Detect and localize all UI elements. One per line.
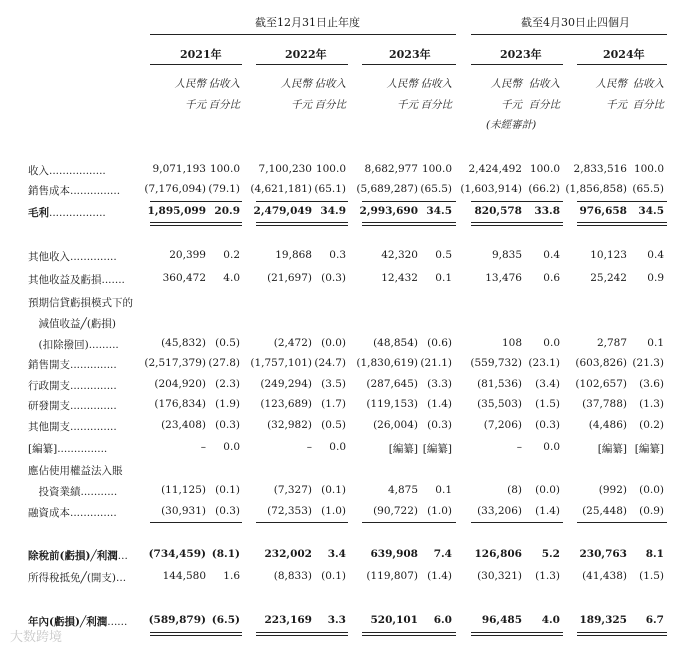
table-cell: (0.9) <box>639 505 664 517</box>
total-double-rule <box>577 632 667 633</box>
table-cell: 25,242 <box>590 272 627 284</box>
subheader-unaudited: (未經審計) <box>486 119 537 131</box>
table-cell: (2.3) <box>215 378 240 390</box>
total-double-rule <box>362 222 456 223</box>
year-rule-2021 <box>150 64 242 65</box>
table-cell: (1.4) <box>427 570 452 582</box>
table-cell: (30,321) <box>477 570 522 582</box>
row-label <box>28 357 117 372</box>
table-cell: (603,826) <box>575 357 627 369</box>
table-cell: 8.1 <box>645 548 664 560</box>
total-double-rule <box>577 225 667 226</box>
subtotal-rule <box>577 201 667 202</box>
table-cell: 230,763 <box>579 548 627 560</box>
table-cell: 1,895,099 <box>147 205 206 217</box>
table-cell: [編纂] <box>634 443 664 455</box>
table-cell: 0.4 <box>647 249 664 261</box>
table-cell: (3.5) <box>321 378 346 390</box>
table-cell: 0.1 <box>435 484 452 496</box>
subheader-percentage: 百分比 <box>208 99 240 111</box>
year-header-2024-4m: 2024年 <box>603 48 645 61</box>
table-cell: (1.5) <box>535 398 560 410</box>
row-leader-dots: ............... <box>57 443 108 455</box>
table-cell: 976,658 <box>579 205 627 217</box>
total-double-rule <box>471 225 563 226</box>
row-leader-dots: ....... <box>101 274 125 286</box>
table-cell: (0.3) <box>215 419 240 431</box>
total-double-rule <box>362 635 456 636</box>
table-cell: (589,879) <box>148 614 206 626</box>
subtotal-rule <box>362 522 456 523</box>
table-cell: 3.4 <box>327 548 346 560</box>
table-cell: [編纂] <box>597 443 627 455</box>
subheader-thousand: 千元 <box>397 99 418 111</box>
year-rule-2022 <box>256 64 348 65</box>
table-cell: (66.2) <box>528 183 560 195</box>
row-label-text: 所得稅抵免╱(開支) <box>28 572 117 584</box>
total-double-rule <box>362 632 456 633</box>
table-cell: (734,459) <box>148 548 206 560</box>
year-header-2023-4m: 2023年 <box>500 48 542 61</box>
row-label-text: 研發開支 <box>28 400 70 412</box>
row-label-text: 年內(虧損)╱利潤 <box>28 616 108 628</box>
table-cell: 189,325 <box>579 614 627 626</box>
table-cell: 20,399 <box>169 249 206 261</box>
total-double-rule <box>256 222 348 223</box>
table-cell: (2,472) <box>273 337 312 349</box>
row-leader-dots: ...... <box>107 616 128 628</box>
total-double-rule <box>471 222 563 223</box>
table-cell: (0.0) <box>321 337 346 349</box>
table-cell: 5.2 <box>541 548 560 560</box>
table-cell: (27.8) <box>208 357 240 369</box>
table-cell: 34.9 <box>320 205 346 217</box>
table-cell: (176,834) <box>154 398 206 410</box>
subtotal-rule <box>471 201 563 202</box>
table-cell: (65.1) <box>314 183 346 195</box>
table-cell: (102,657) <box>575 378 627 390</box>
row-label <box>28 249 117 264</box>
subheader-thousand: 千元 <box>501 99 522 111</box>
table-cell: 6.0 <box>433 614 452 626</box>
row-label <box>28 337 119 352</box>
row-leader-dots: .............. <box>70 400 117 412</box>
table-cell: (30,931) <box>161 505 206 517</box>
total-double-rule <box>256 632 348 633</box>
subheader-revenue-share: 佔收入 <box>208 78 240 90</box>
table-cell: (0.3) <box>535 419 560 431</box>
table-cell: 0.0 <box>223 441 240 453</box>
table-cell: (79.1) <box>208 183 240 195</box>
table-cell: 100.0 <box>633 163 664 175</box>
table-cell: 4.0 <box>541 614 560 626</box>
table-cell: 0.0 <box>329 441 346 453</box>
table-cell: 12,432 <box>381 272 418 284</box>
row-leader-dots: .............. <box>70 359 117 371</box>
table-cell: (7,327) <box>273 484 312 496</box>
table-cell: (7,176,094) <box>144 183 206 195</box>
table-cell: 100.0 <box>209 163 240 175</box>
row-leader-dots: ......... <box>88 339 119 351</box>
table-cell: 360,472 <box>162 272 206 284</box>
subheader-revenue-share: 佔收入 <box>528 78 560 90</box>
subtotal-rule <box>471 522 563 523</box>
table-cell: (1.7) <box>321 398 346 410</box>
table-cell: (1,856,858) <box>565 183 627 195</box>
table-cell: (1.3) <box>639 398 664 410</box>
table-cell: (1.0) <box>321 505 346 517</box>
table-cell: (72,353) <box>267 505 312 517</box>
year-rule-2024-4m <box>577 64 667 65</box>
table-cell: 100.0 <box>315 163 346 175</box>
table-cell: (21.3) <box>632 357 664 369</box>
table-cell: 96,485 <box>481 614 522 626</box>
table-cell: (0.5) <box>321 419 346 431</box>
table-cell: (33,206) <box>477 505 522 517</box>
table-cell: 0.3 <box>329 249 346 261</box>
table-cell: (119,153) <box>366 398 418 410</box>
total-double-rule <box>150 632 242 633</box>
table-cell: 0.6 <box>543 272 560 284</box>
table-cell: – <box>516 441 522 453</box>
table-cell: 2,833,516 <box>573 163 627 175</box>
table-cell: 4,875 <box>387 484 418 496</box>
table-cell: [編纂] <box>388 443 418 455</box>
table-cell: (0.0) <box>639 484 664 496</box>
total-double-rule <box>150 635 242 636</box>
table-cell: (8,833) <box>273 570 312 582</box>
row-label <box>28 205 106 220</box>
row-leader-dots: ................. <box>49 207 106 219</box>
table-cell: (1.4) <box>427 398 452 410</box>
row-label <box>28 295 133 310</box>
subheader-rmb: 人民幣 <box>490 78 522 90</box>
table-cell: 0.1 <box>647 337 664 349</box>
total-double-rule <box>256 635 348 636</box>
table-cell: (24.7) <box>314 357 346 369</box>
row-label <box>28 548 128 563</box>
row-leader-dots: .............. <box>70 507 117 519</box>
row-label-text: 融資成本 <box>28 507 70 519</box>
subheader-rmb: 人民幣 <box>595 78 627 90</box>
row-leader-dots: .............. <box>70 380 117 392</box>
table-cell: (0.3) <box>427 419 452 431</box>
row-label-text: 行政開支 <box>28 380 70 392</box>
row-label-text: 銷售成本 <box>28 185 70 197</box>
table-cell: 34.5 <box>426 205 452 217</box>
table-cell: 19,868 <box>275 249 312 261</box>
table-cell: (23.1) <box>528 357 560 369</box>
row-leader-dots: .............. <box>70 421 117 433</box>
subheader-percentage: 百分比 <box>632 99 664 111</box>
table-cell: (35,503) <box>477 398 522 410</box>
table-cell: (0.5) <box>215 337 240 349</box>
table-cell: [編纂] <box>422 443 452 455</box>
year-rule-2023-4m <box>471 64 563 65</box>
table-cell: (0.1) <box>321 484 346 496</box>
table-cell: (0.1) <box>215 484 240 496</box>
table-cell: 0.0 <box>543 337 560 349</box>
table-cell: (3.3) <box>427 378 452 390</box>
table-cell: 9,835 <box>491 249 522 261</box>
row-label <box>28 183 120 198</box>
year-header-2022: 2022年 <box>285 48 327 61</box>
table-cell: 144,580 <box>162 570 206 582</box>
table-cell: 100.0 <box>421 163 452 175</box>
total-double-rule <box>577 635 667 636</box>
table-cell: 7,100,230 <box>258 163 312 175</box>
subheader-revenue-share: 佔收入 <box>314 78 346 90</box>
row-leader-dots: ... <box>116 572 127 584</box>
table-cell: 7.4 <box>433 548 452 560</box>
table-cell: 20.9 <box>214 205 240 217</box>
table-cell: (0.6) <box>427 337 452 349</box>
table-cell: (3.4) <box>535 378 560 390</box>
table-cell: 3.3 <box>327 614 346 626</box>
row-label-text: 投資業績 <box>28 486 81 498</box>
subheader-thousand: 千元 <box>291 99 312 111</box>
table-cell: (1.9) <box>215 398 240 410</box>
table-cell: (559,732) <box>470 357 522 369</box>
subheader-rmb: 人民幣 <box>280 78 312 90</box>
table-cell: (992) <box>598 484 627 496</box>
table-cell: 1.6 <box>223 570 240 582</box>
subheader-rmb: 人民幣 <box>174 78 206 90</box>
row-label <box>28 570 126 585</box>
row-label-text: [編纂] <box>28 443 58 455</box>
subheader-percentage: 百分比 <box>528 99 560 111</box>
table-cell: 223,169 <box>264 614 312 626</box>
subtotal-rule <box>362 201 456 202</box>
table-cell: 2,787 <box>596 337 627 349</box>
table-cell: 0.9 <box>647 272 664 284</box>
table-cell: 100.0 <box>529 163 560 175</box>
table-cell: 8,682,977 <box>364 163 418 175</box>
table-cell: (1,830,619) <box>356 357 418 369</box>
subtotal-rule <box>150 201 242 202</box>
table-cell: 2,424,492 <box>468 163 522 175</box>
table-cell: (1,757,101) <box>250 357 312 369</box>
row-label <box>28 484 117 499</box>
row-label-text: 收入 <box>28 165 49 177</box>
total-double-rule <box>362 225 456 226</box>
table-cell: (4,621,181) <box>250 183 312 195</box>
table-cell: 0.2 <box>223 249 240 261</box>
header-rule-annual <box>150 34 456 35</box>
table-cell: (8.1) <box>211 548 240 560</box>
table-cell: 0.0 <box>543 441 560 453</box>
table-cell: (41,438) <box>582 570 627 582</box>
table-cell: (21,697) <box>267 272 312 284</box>
subheader-revenue-share: 佔收入 <box>632 78 664 90</box>
row-label <box>28 163 106 178</box>
table-cell: 42,320 <box>381 249 418 261</box>
table-cell: 0.4 <box>543 249 560 261</box>
table-cell: (6.5) <box>211 614 240 626</box>
table-cell: (23,408) <box>161 419 206 431</box>
watermark-text: 大数跨境 <box>10 630 63 645</box>
row-leader-dots: ........... <box>80 486 118 498</box>
table-cell: (26,004) <box>373 419 418 431</box>
year-header-2021: 2021年 <box>180 48 222 61</box>
table-cell: (1.0) <box>427 505 452 517</box>
table-cell: 820,578 <box>474 205 522 217</box>
table-cell: (204,920) <box>154 378 206 390</box>
header-rule-four-months <box>471 34 667 35</box>
row-label-text: 銷售開支 <box>28 359 70 371</box>
row-label-text: 減值收益╱(虧損) <box>28 318 117 330</box>
table-cell: 0.5 <box>435 249 452 261</box>
table-cell: (1.3) <box>535 570 560 582</box>
row-label-text: 預期信貸虧損模式下的 <box>28 297 133 309</box>
table-cell: 639,908 <box>370 548 418 560</box>
row-label-text: 其他開支 <box>28 421 70 433</box>
table-cell: (37,788) <box>582 398 627 410</box>
table-cell: (0.0) <box>535 484 560 496</box>
header-period-four-months: 截至4月30日止四個月 <box>521 16 630 29</box>
subheader-percentage: 百分比 <box>314 99 346 111</box>
table-cell: (1.4) <box>535 505 560 517</box>
row-label <box>28 378 117 393</box>
subheader-revenue-share: 佔收入 <box>420 78 452 90</box>
subheader-thousand: 千元 <box>185 99 206 111</box>
subtotal-rule <box>577 522 667 523</box>
table-cell: (65.5) <box>420 183 452 195</box>
table-cell: (2,517,379) <box>144 357 206 369</box>
table-cell: (0.3) <box>215 505 240 517</box>
total-double-rule <box>471 632 563 633</box>
row-label-text: 應佔使用權益法入賬 <box>28 465 123 477</box>
table-cell: 232,002 <box>264 548 312 560</box>
row-label <box>28 316 116 331</box>
header-period-annual: 截至12月31日止年度 <box>255 16 360 29</box>
row-label <box>28 419 117 434</box>
table-cell: (3.6) <box>639 378 664 390</box>
table-cell: (0.2) <box>639 419 664 431</box>
table-cell: 520,101 <box>370 614 418 626</box>
table-cell: (8) <box>507 484 522 496</box>
table-cell: (287,645) <box>366 378 418 390</box>
row-label-text: 其他收入 <box>28 251 70 263</box>
table-cell: (90,722) <box>373 505 418 517</box>
table-cell: (25,448) <box>582 505 627 517</box>
table-cell: 126,806 <box>474 548 522 560</box>
table-cell: (1,603,914) <box>460 183 522 195</box>
total-double-rule <box>150 225 242 226</box>
subtotal-rule <box>150 522 242 523</box>
table-cell: (0.3) <box>321 272 346 284</box>
table-cell: (0.1) <box>321 570 346 582</box>
table-cell: 2,479,049 <box>253 205 312 217</box>
table-cell: 108 <box>501 337 522 349</box>
row-leader-dots: ............... <box>70 185 121 197</box>
row-leader-dots: ... <box>117 550 128 562</box>
row-label <box>28 505 117 520</box>
row-leader-dots: ................. <box>49 165 106 177</box>
table-cell: 0.1 <box>435 272 452 284</box>
table-cell: (4,486) <box>588 419 627 431</box>
row-label <box>28 398 117 413</box>
table-cell: (21.1) <box>420 357 452 369</box>
table-cell: (5,689,287) <box>356 183 418 195</box>
row-label <box>28 272 125 287</box>
table-cell: 10,123 <box>590 249 627 261</box>
row-label-text: 毛利 <box>28 207 49 219</box>
table-cell: (81,536) <box>477 378 522 390</box>
table-cell: (32,982) <box>267 419 312 431</box>
row-label-text: 除稅前(虧損)╱利潤 <box>28 550 118 562</box>
total-double-rule <box>471 635 563 636</box>
total-double-rule <box>150 222 242 223</box>
table-cell: (119,807) <box>366 570 418 582</box>
subheader-percentage: 百分比 <box>420 99 452 111</box>
table-cell: 9,071,193 <box>152 163 206 175</box>
table-cell: (249,294) <box>260 378 312 390</box>
table-cell: 34.5 <box>638 205 664 217</box>
table-cell: 6.7 <box>645 614 664 626</box>
row-leader-dots: .............. <box>70 251 117 263</box>
subheader-rmb: 人民幣 <box>386 78 418 90</box>
subheader-thousand: 千元 <box>606 99 627 111</box>
table-cell: 2,993,690 <box>359 205 418 217</box>
year-rule-2023 <box>362 64 456 65</box>
table-cell: – <box>306 441 312 453</box>
row-label <box>28 463 123 478</box>
table-cell: (65.5) <box>632 183 664 195</box>
row-label-text: (扣除撥回) <box>28 339 89 351</box>
table-cell: 13,476 <box>485 272 522 284</box>
table-cell: 4.0 <box>223 272 240 284</box>
year-header-2023: 2023年 <box>389 48 431 61</box>
table-cell: 33.8 <box>534 205 560 217</box>
row-label <box>28 441 107 456</box>
subtotal-rule <box>256 201 348 202</box>
total-double-rule <box>256 225 348 226</box>
table-cell: (45,832) <box>161 337 206 349</box>
table-cell: (1.5) <box>639 570 664 582</box>
table-cell: (48,854) <box>373 337 418 349</box>
subtotal-rule <box>256 522 348 523</box>
table-cell: (123,689) <box>260 398 312 410</box>
table-cell: (11,125) <box>161 484 206 496</box>
table-cell: – <box>200 441 206 453</box>
row-label-text: 其他收益及虧損 <box>28 274 102 286</box>
total-double-rule <box>577 222 667 223</box>
table-cell: (7,206) <box>483 419 522 431</box>
